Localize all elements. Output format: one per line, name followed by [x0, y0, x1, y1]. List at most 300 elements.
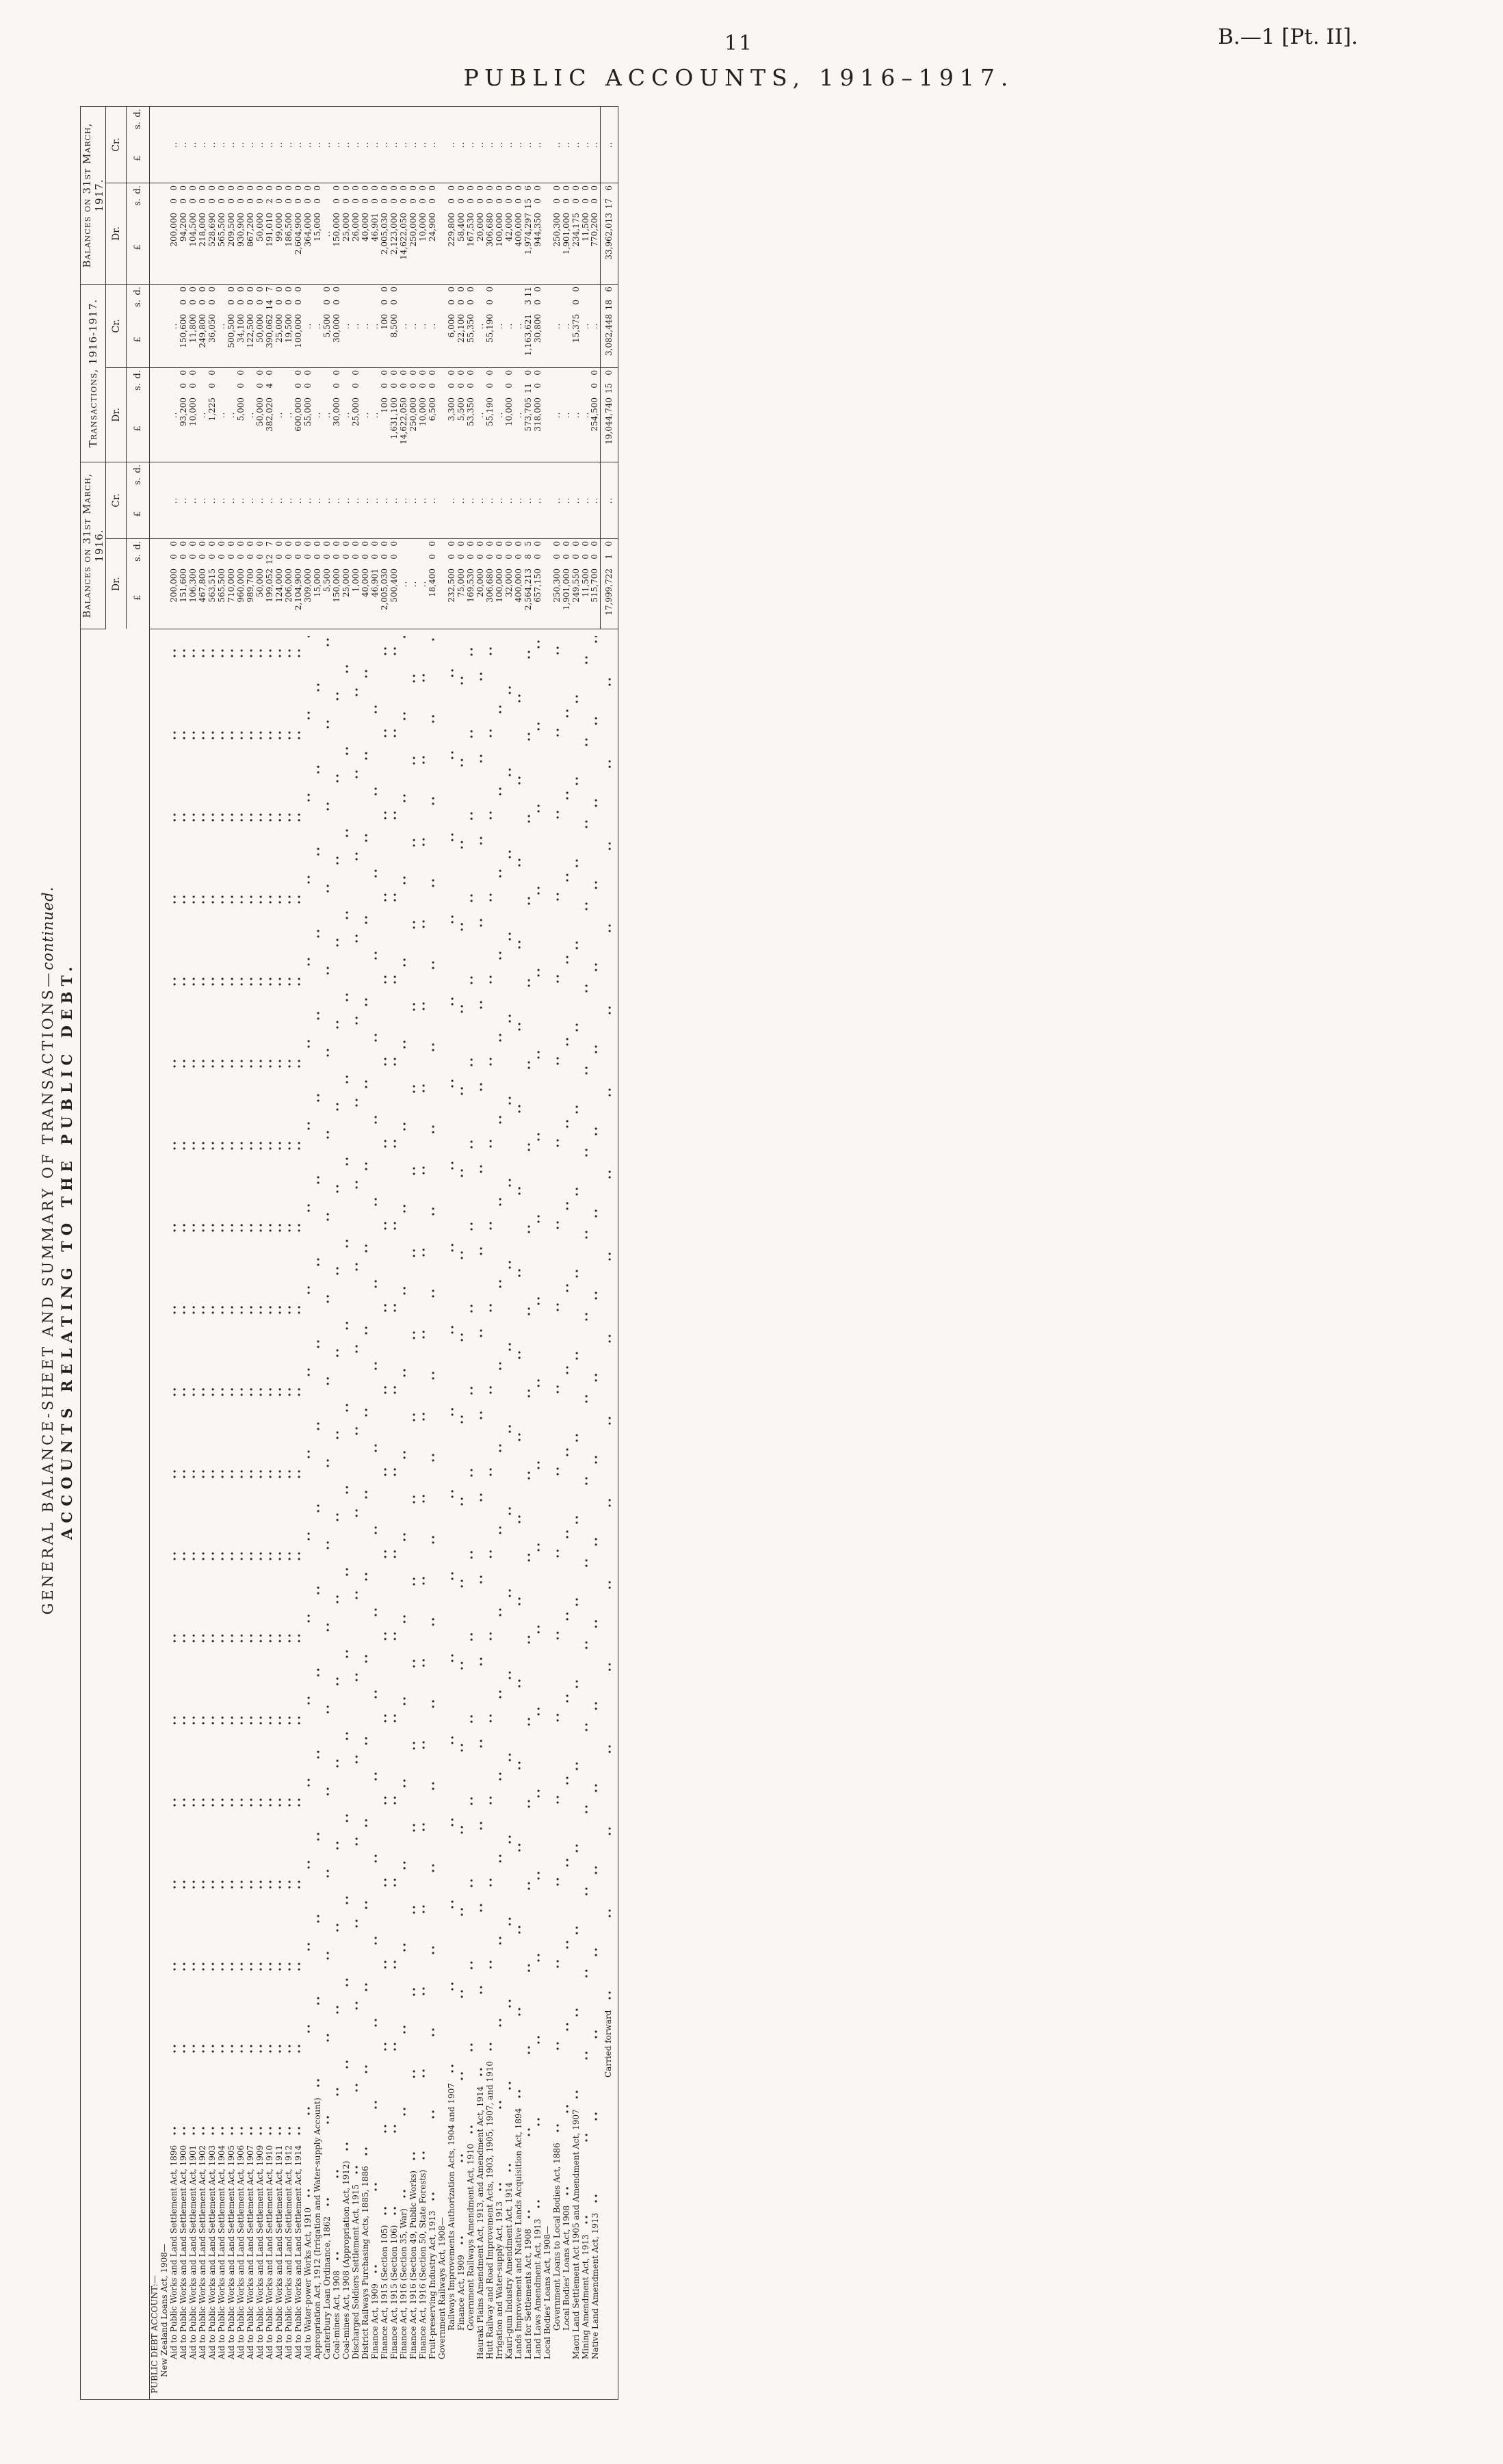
pounds-value: 930,900	[235, 213, 246, 247]
cell-trans-dr	[389, 368, 399, 462]
pounds-value: 1,163,621	[523, 314, 533, 356]
cell-trans-dr	[198, 368, 207, 462]
cell-bal1916-dr	[600, 539, 618, 629]
account-row	[370, 107, 380, 2400]
account-label: Aid to Public Works and Land Settlement Act, 1901	[187, 2145, 198, 2359]
dot-leader	[495, 636, 504, 2192]
cell-bal1916-dr	[475, 539, 485, 629]
empty-mark: ..	[322, 141, 332, 148]
shillings-value: 0	[312, 198, 322, 204]
empty-mark: ..	[580, 497, 590, 504]
pence-value: 0	[302, 541, 313, 547]
account-label-cell	[341, 629, 351, 2400]
empty-mark: ..	[341, 497, 351, 504]
cell-trans-cr	[341, 285, 351, 368]
pence-value: 0	[207, 185, 217, 191]
pence-value: 0	[446, 541, 456, 547]
pounds-value: 25,000	[341, 568, 351, 597]
dot-leader	[418, 636, 428, 2160]
cell-trans-cr	[246, 285, 255, 368]
shillings-value: 0	[446, 554, 456, 560]
pence-value: 0	[245, 287, 255, 292]
pounds-value: 40,000	[360, 568, 370, 597]
shillings-value: 0	[274, 300, 284, 305]
cell-trans-dr	[284, 368, 293, 462]
pounds-value: 250,300	[551, 568, 562, 603]
account-label: Government Loans to Local Bodies Act, 1886	[551, 2142, 562, 2331]
dot-leader	[466, 636, 475, 2134]
shillings-value: 0	[254, 554, 265, 560]
pounds-value: 1,901,000	[561, 213, 571, 255]
cell-bal1916-dr	[590, 539, 600, 629]
shillings-value: 0	[369, 554, 380, 560]
pence-value: 0	[484, 185, 495, 191]
pence-value: 0	[571, 541, 581, 547]
cell-bal1916-dr	[456, 539, 466, 629]
shillings-value: 0	[322, 300, 332, 305]
empty-mark: ..	[245, 411, 255, 419]
cell-bal1916-cr	[466, 462, 475, 539]
account-label: Kauri-gum Industry Amendment Act, 1914	[504, 2181, 514, 2359]
account-label-cell	[552, 629, 562, 2400]
pounds-value: 18,400	[427, 568, 437, 597]
pounds-value: 40,000	[360, 213, 370, 241]
page-heading: PUBLIC ACCOUNTS, 1916–1917.	[463, 64, 1015, 91]
pence-value: 0	[341, 541, 351, 547]
cell-bal1917-cr	[236, 107, 246, 183]
cell-trans-cr	[543, 285, 552, 368]
cell-bal1917-cr	[485, 107, 495, 183]
shillings-value: 0	[408, 383, 418, 389]
cell-bal1916-cr	[504, 462, 514, 539]
shillings-value: 0	[245, 554, 255, 560]
cell-trans-dr	[303, 368, 313, 462]
cell-bal1916-cr	[485, 462, 495, 539]
dot-leader	[293, 636, 303, 2136]
pence-value: 0	[360, 541, 370, 547]
cell-bal1916-dr	[332, 539, 341, 629]
dot-leader	[169, 636, 179, 2136]
pence-value: 0	[178, 185, 188, 191]
cell-trans-cr	[332, 285, 341, 368]
account-label: New Zealand Loans Act, 1908—	[159, 2244, 169, 2377]
pounds-value: 25,000	[341, 213, 351, 241]
empty-mark: ..	[551, 497, 562, 504]
cell-trans-dr	[590, 368, 600, 462]
stub-header-cell	[81, 629, 150, 2400]
cell-trans-dr	[226, 368, 236, 462]
cell-bal1917-dr	[150, 183, 160, 285]
shillings-value: 0	[494, 198, 504, 204]
account-label: Finance Act, 1909	[369, 2283, 380, 2359]
pounds-value: 30,800	[532, 314, 543, 343]
pounds-value: 11,500	[580, 213, 590, 241]
cell-trans-dr	[600, 368, 618, 462]
pounds-value: 20,000	[475, 213, 485, 241]
pence-value: 0	[494, 185, 504, 191]
shillings-value: 0	[254, 383, 265, 389]
empty-mark: ..	[178, 497, 188, 504]
pence-value: 0	[235, 287, 246, 292]
pounds-value: 55,190	[484, 314, 495, 343]
cell-trans-dr	[217, 368, 226, 462]
pence-value: 0	[197, 287, 207, 292]
account-label: Land for Settlements Act, 1908	[523, 2229, 533, 2359]
pounds-value: 2,564,213	[523, 568, 533, 611]
pence-value: 0	[389, 370, 399, 376]
account-row	[418, 107, 428, 2400]
pounds-value: 364,000	[302, 213, 313, 247]
dot-leader	[475, 636, 485, 2077]
pence-value: 0	[475, 541, 485, 547]
account-label-cell	[284, 629, 293, 2400]
dot-leader	[533, 636, 543, 2210]
cell-bal1917-cr	[303, 107, 313, 183]
empty-mark: ..	[465, 497, 475, 504]
account-label-cell	[322, 629, 332, 2400]
pounds-value: 75,000	[456, 568, 466, 597]
shillings-value: 12	[264, 554, 274, 565]
cell-trans-cr	[226, 285, 236, 368]
pounds-value: 94,200	[178, 213, 188, 241]
cell-bal1916-dr	[437, 539, 447, 629]
pounds-value: 106,300	[187, 568, 198, 603]
empty-mark: ..	[417, 322, 428, 330]
cell-bal1917-cr	[543, 107, 552, 183]
account-label-cell	[274, 629, 284, 2400]
pence-value: 0	[417, 185, 428, 191]
shillings-value: 0	[551, 198, 562, 204]
cell-trans-dr	[361, 368, 370, 462]
shillings-value: 0	[561, 554, 571, 560]
pence-value: 0	[603, 541, 614, 547]
shillings-unit: s.	[133, 477, 143, 485]
cell-bal1916-cr	[265, 462, 274, 539]
pounds-value: 318,000	[532, 397, 543, 432]
empty-mark: ..	[561, 497, 571, 504]
shillings-value: 0	[168, 198, 179, 204]
cell-trans-cr	[389, 285, 399, 368]
account-label-cell	[543, 629, 552, 2400]
pence-value: 0	[322, 541, 332, 547]
cell-bal1917-cr	[293, 107, 303, 183]
empty-mark: ..	[207, 141, 217, 148]
account-row	[188, 107, 198, 2400]
dot-leader	[332, 636, 341, 2261]
shillings-value: 0	[379, 300, 389, 305]
rotated-table-region	[40, 101, 628, 2400]
account-label-cell	[485, 629, 495, 2400]
pence-value: 0	[369, 185, 380, 191]
cell-bal1916-cr	[351, 462, 361, 539]
pounds-value: 11,800	[187, 314, 198, 343]
pence-value: 0	[216, 541, 226, 547]
shillings-value: 0	[417, 198, 428, 204]
pence-value: 0	[283, 541, 293, 547]
account-label: Coal-mines Act, 1908	[331, 2270, 341, 2359]
cell-bal1916-dr	[389, 539, 399, 629]
cell-trans-cr	[255, 285, 265, 368]
cell-trans-dr	[495, 368, 504, 462]
cell-bal1917-dr	[514, 183, 523, 285]
cell-bal1917-dr	[341, 183, 351, 285]
dot-leader	[562, 636, 571, 2196]
cell-bal1916-cr	[226, 462, 236, 539]
cell-bal1916-cr	[341, 462, 351, 539]
pence-value: 0	[369, 541, 380, 547]
cell-bal1917-dr	[236, 183, 246, 285]
cell-bal1916-cr	[456, 462, 466, 539]
cell-bal1916-cr	[399, 462, 408, 539]
account-label-cell	[447, 629, 456, 2400]
pounds-value: 944,350	[532, 213, 543, 247]
empty-mark: ..	[475, 322, 485, 330]
pence-value: 0	[235, 370, 246, 376]
cell-bal1917-cr	[600, 107, 618, 183]
shillings-value: 0	[168, 554, 179, 560]
pounds-value: 186,500	[283, 213, 293, 247]
empty-mark: ..	[523, 141, 533, 148]
empty-mark: ..	[369, 141, 380, 148]
empty-mark: ..	[312, 411, 322, 419]
cell-bal1916-dr	[485, 539, 495, 629]
empty-mark: ..	[580, 411, 590, 419]
pence-value: 0	[264, 185, 274, 191]
account-label-cell	[428, 629, 437, 2400]
cell-bal1917-dr	[495, 183, 504, 285]
account-row	[514, 107, 523, 2400]
shillings-value: 0	[427, 554, 437, 560]
cell-bal1916-dr	[418, 539, 428, 629]
cell-bal1916-cr	[255, 462, 265, 539]
account-row	[475, 107, 485, 2400]
empty-mark: ..	[293, 141, 303, 148]
shillings-value: 0	[465, 554, 475, 560]
shillings-value: 0	[379, 554, 389, 560]
cell-bal1916-cr	[437, 462, 447, 539]
shillings-value: 0	[389, 554, 399, 560]
cell-bal1916-cr	[188, 462, 198, 539]
cell-bal1917-cr	[523, 107, 533, 183]
cell-bal1916-dr	[303, 539, 313, 629]
pence-unit: d.	[133, 287, 143, 296]
cell-bal1917-cr	[466, 107, 475, 183]
cell-bal1917-dr	[226, 183, 236, 285]
account-label: PUBLIC DEBT ACCOUNT:—	[149, 2275, 159, 2394]
shillings-value: 0	[494, 554, 504, 560]
pounds-value: 25,000	[350, 397, 361, 426]
pence-value: 0	[504, 185, 514, 191]
empty-mark: ..	[603, 141, 614, 148]
group-header-balances-1916: Balances on 31st March, 1916.	[81, 462, 106, 629]
empty-mark: ..	[379, 141, 389, 148]
cell-trans-cr	[600, 285, 618, 368]
account-label: Native Land Amendment Act, 1913	[590, 2212, 600, 2359]
cell-bal1916-cr	[322, 462, 332, 539]
empty-mark: ..	[580, 322, 590, 330]
shillings-value: 0	[302, 198, 313, 204]
cell-trans-cr	[447, 285, 456, 368]
empty-mark: ..	[580, 141, 590, 148]
cell-trans-cr	[533, 285, 543, 368]
pence-value: 0	[571, 185, 581, 191]
empty-mark: ..	[207, 497, 217, 504]
empty-mark: ..	[369, 497, 380, 504]
account-label: Aid to Public Works and Land Settlement Act, 1904	[216, 2145, 226, 2359]
shillings-value: 0	[408, 198, 418, 204]
pence-value: 0	[360, 185, 370, 191]
empty-mark: ..	[456, 497, 466, 504]
cell-trans-dr	[313, 368, 322, 462]
cell-trans-dr	[514, 368, 523, 462]
empty-mark: ..	[427, 497, 437, 504]
pence-value: 0	[302, 185, 313, 191]
cell-bal1917-cr	[207, 107, 217, 183]
pence-value: 0	[350, 370, 361, 376]
pence-value: 0	[226, 185, 236, 191]
cell-bal1916-dr	[246, 539, 255, 629]
pounds-value: 500,400	[389, 568, 399, 603]
shillings-value: 0	[187, 383, 198, 389]
pounds-value: 1,225	[207, 397, 217, 421]
empty-mark: ..	[389, 497, 399, 504]
shillings-value: 0	[389, 300, 399, 305]
empty-mark: ..	[360, 411, 370, 419]
shillings-value: 0	[178, 383, 188, 389]
cell-bal1916-dr	[188, 539, 198, 629]
cell-trans-cr	[351, 285, 361, 368]
empty-mark: ..	[494, 497, 504, 504]
empty-mark: ..	[494, 141, 504, 148]
pence-value: 11	[523, 287, 533, 298]
pence-value: 0	[398, 370, 408, 376]
empty-mark: ..	[350, 497, 361, 504]
cell-trans-dr	[265, 368, 274, 462]
pounds-value: 15,375	[571, 314, 581, 343]
shillings-value: 0	[350, 383, 361, 389]
shillings-value: 0	[446, 383, 456, 389]
cell-bal1916-cr	[543, 462, 552, 539]
cell-bal1916-cr	[150, 462, 160, 539]
empty-mark: ..	[235, 497, 246, 504]
account-row	[265, 107, 274, 2400]
cell-trans-cr	[552, 285, 562, 368]
empty-mark: ..	[187, 141, 198, 148]
cell-trans-dr	[456, 368, 466, 462]
cell-bal1917-dr	[475, 183, 485, 285]
empty-mark: ..	[350, 141, 361, 148]
pence-value: 0	[293, 185, 303, 191]
pence-value: 0	[389, 287, 399, 292]
cell-trans-dr	[236, 368, 246, 462]
account-row	[284, 107, 293, 2400]
pence-value: 0	[408, 370, 418, 376]
cell-bal1916-dr	[198, 539, 207, 629]
pounds-unit: £	[133, 594, 143, 601]
cell-bal1916-dr	[236, 539, 246, 629]
account-label-cell	[370, 629, 380, 2400]
pounds-value: 2,123,000	[389, 213, 399, 255]
shillings-value: 0	[207, 383, 217, 389]
empty-mark: ..	[427, 141, 437, 148]
account-label: Finance Act, 1915 (Section 106)	[389, 2225, 399, 2359]
units-header	[127, 368, 150, 462]
dot-leader	[571, 636, 581, 2099]
pence-unit: d.	[133, 464, 143, 473]
pounds-value: 10,000	[504, 397, 514, 426]
shillings-value: 0	[245, 300, 255, 305]
cell-trans-cr	[159, 285, 169, 368]
pounds-value: 565,500	[216, 568, 226, 603]
account-label-cell	[255, 629, 265, 2400]
empty-mark: ..	[417, 580, 428, 588]
cell-bal1917-dr	[159, 183, 169, 285]
account-row	[389, 107, 399, 2400]
pounds-value: 232,500	[446, 568, 456, 603]
pence-value: 0	[379, 287, 389, 292]
cell-bal1916-dr	[293, 539, 303, 629]
cell-bal1917-cr	[581, 107, 590, 183]
shillings-value: 0	[571, 198, 581, 204]
pence-value: 0	[379, 370, 389, 376]
cell-bal1916-cr	[284, 462, 293, 539]
pence-value: 0	[561, 185, 571, 191]
account-label: Aid to Public Works and Land Settlement Act, 1902	[197, 2145, 207, 2359]
dot-leader	[399, 636, 408, 2199]
dr-header-1916: Dr.	[106, 539, 127, 629]
empty-mark: ..	[254, 141, 265, 148]
empty-mark: ..	[226, 497, 236, 504]
cell-bal1917-dr	[380, 183, 389, 285]
account-label: Aid to Public Works and Land Settlement Act, 1912	[283, 2145, 293, 2359]
cell-bal1917-dr	[447, 183, 456, 285]
shillings-value: 0	[331, 198, 341, 204]
empty-mark: ..	[475, 497, 485, 504]
pounds-value: 122,500	[245, 314, 255, 348]
shillings-value: 0	[590, 383, 600, 389]
empty-mark: ..	[504, 322, 514, 330]
pence-value: 0	[254, 185, 265, 191]
cell-bal1917-cr	[504, 107, 514, 183]
cell-bal1917-cr	[389, 107, 399, 183]
shillings-value: 0	[331, 554, 341, 560]
cell-bal1917-dr	[169, 183, 179, 285]
cell-bal1916-dr	[207, 539, 217, 629]
pounds-value: 17,999,722	[603, 568, 614, 616]
pounds-value: 19,044,740	[603, 397, 614, 445]
group-header-balances-1917: Balances on 31st March, 1917.	[81, 107, 106, 285]
empty-mark: ..	[312, 322, 322, 330]
dot-leader	[523, 636, 533, 2219]
cell-bal1916-dr	[179, 539, 188, 629]
pence-value: 0	[207, 370, 217, 376]
cell-trans-dr	[351, 368, 361, 462]
cell-trans-cr	[284, 285, 293, 368]
account-row	[293, 107, 303, 2400]
pounds-unit: £	[133, 155, 143, 161]
pounds-value: 15,000	[312, 568, 322, 597]
header-group-row	[81, 107, 106, 2400]
account-row	[466, 107, 475, 2400]
pence-value: 0	[168, 541, 179, 547]
shillings-value: 0	[302, 383, 313, 389]
cell-bal1917-cr	[437, 107, 447, 183]
shillings-value: 0	[580, 554, 590, 560]
shillings-value: 0	[456, 554, 466, 560]
shillings-value: 0	[293, 554, 303, 560]
dot-leader	[370, 636, 380, 2274]
pence-value: 0	[264, 370, 274, 376]
